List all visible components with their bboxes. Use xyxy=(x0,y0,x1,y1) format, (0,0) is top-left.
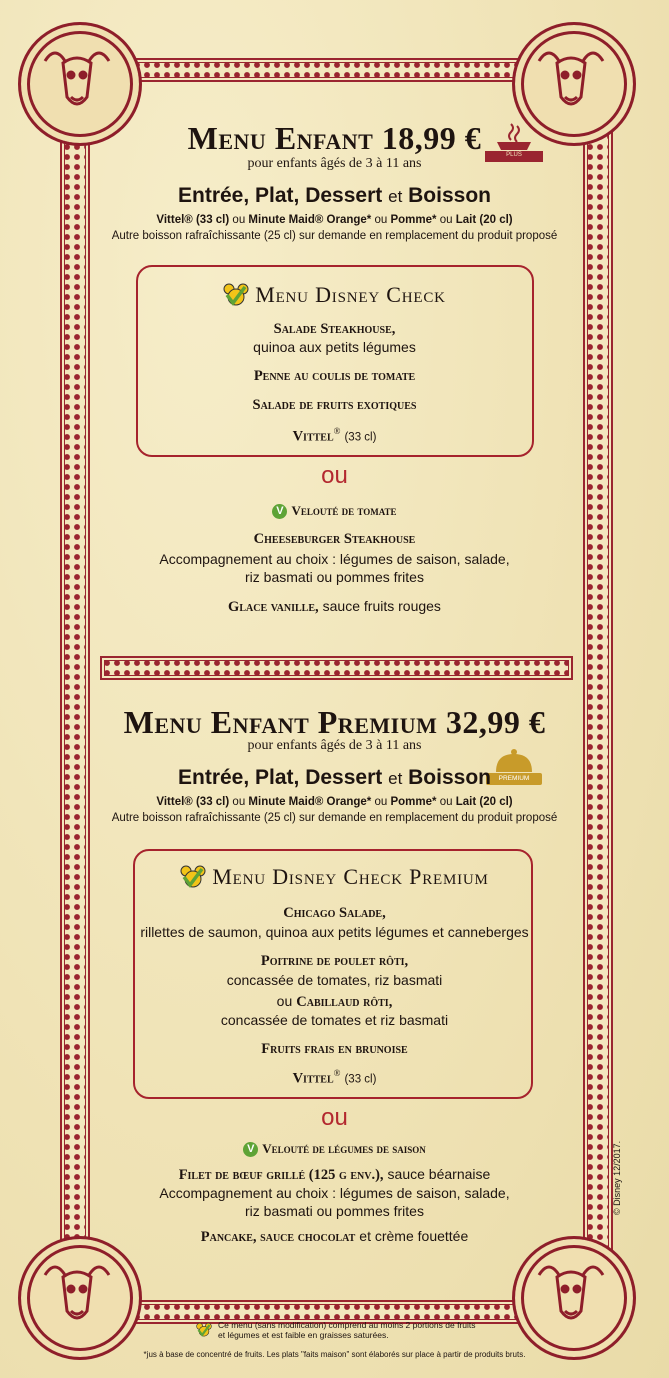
menu1-box-item2: Penne au coulis de tomate xyxy=(253,368,416,384)
drink-lait-size: (20 cl) xyxy=(479,214,513,226)
menu1-alt-dessert-desc: sauce fruits rouges xyxy=(322,598,441,614)
menu1-box-item1-desc: quinoa aux petits légumes xyxy=(253,339,416,355)
drink-vittel-size: (33 cl) xyxy=(344,1073,377,1086)
disney-check-logo-icon xyxy=(223,283,249,307)
menu2-box-item3: Fruits frais en brunoise xyxy=(261,1041,408,1057)
drink-vittel: Vittel xyxy=(292,1070,334,1087)
menu1-box-item3: Salade de fruits exotiques xyxy=(252,397,417,413)
menu2-alt-dessert-name: Pancake, sauce chocolat xyxy=(200,1229,356,1245)
menu2-alt-dessert-desc: et crème fouettée xyxy=(359,1228,469,1244)
menu2-alt-main-desc2: riz basmati ou pommes frites xyxy=(245,1203,424,1219)
heading-boisson: Boisson xyxy=(408,184,491,207)
menu1-box-title xyxy=(0,282,669,308)
disney-check-logo-icon xyxy=(196,1322,212,1338)
drink-lait: Lait xyxy=(455,214,477,226)
menu2-alt-dessert xyxy=(0,1228,669,1246)
middle-border-ornament xyxy=(100,656,573,680)
menu2-alt-main xyxy=(0,1166,669,1184)
bull-head-seal-icon xyxy=(512,1236,636,1360)
menu1-box-item1: Salade Steakhouse, xyxy=(273,321,396,337)
heading-courses: Entrée, Plat, Dessert xyxy=(178,766,383,789)
menu1-title: Menu Enfant 18,99 € xyxy=(187,120,482,156)
top-border-ornament xyxy=(90,58,583,82)
menu1-heading xyxy=(0,184,669,208)
menu1-box-item4 xyxy=(0,426,669,445)
menu1-alt-starter xyxy=(0,502,669,520)
drink-vittel-size: (33 cl) xyxy=(195,796,230,808)
heading-et: et xyxy=(388,769,403,788)
plus-badge-text: PLUS xyxy=(506,152,522,158)
left-border-ornament xyxy=(60,60,90,1324)
drink-ou: ou xyxy=(232,214,246,226)
drink-vittel: Vittel® xyxy=(156,796,193,808)
drink-minute-maid: Minute Maid® Orange* xyxy=(248,796,372,808)
drink-vittel-size: (33 cl) xyxy=(344,431,377,444)
menu1-alt-dessert-name: Glace vanille, xyxy=(228,599,319,615)
premium-badge-text: PREMIUM xyxy=(498,775,530,782)
menu2-box-item1: Chicago Salade, xyxy=(283,905,386,921)
menu1-drinks-note: Autre boisson rafraîchissante (25 cl) sur demande en remplacement du produit proposé xyxy=(111,230,558,242)
veggie-v-icon: V xyxy=(272,504,287,519)
drink-ou: ou xyxy=(439,214,453,226)
footer-line2: et légumes et est faible en graisses saturées. xyxy=(218,1330,389,1340)
menu1-alt-dessert xyxy=(0,598,669,616)
menu1-ou: ou xyxy=(321,462,348,489)
drink-lait-size: (20 cl) xyxy=(479,796,513,808)
menu2-box-title xyxy=(0,864,669,890)
menu2-box-item2b xyxy=(0,993,669,1011)
heading-courses: Entrée, Plat, Dessert xyxy=(178,184,383,207)
menu2-heading xyxy=(0,766,669,790)
copyright-notice: © Disney 12/2017. xyxy=(612,1140,622,1215)
menu2-drinks-note: Autre boisson rafraîchissante (25 cl) sur demande en remplacement du produit proposé xyxy=(111,812,558,824)
menu2-alt-main-sauce: sauce béarnaise xyxy=(387,1166,491,1182)
menu2-box-item1-desc: rillettes de saumon, quinoa aux petits légumes et canneberges xyxy=(140,924,529,940)
menu1-drinks-line xyxy=(0,214,669,226)
drink-minute-maid: Minute Maid® Orange* xyxy=(248,214,372,226)
menu2-box-title-text: Menu Disney Check Premium xyxy=(212,864,489,889)
menu2-subtitle: pour enfants âgés de 3 à 11 ans xyxy=(247,738,422,753)
menu1-box-title-text: Menu Disney Check xyxy=(255,282,446,307)
drink-ou: ou xyxy=(374,796,388,808)
footer-line1: Ce menu (sans modification) comprend au moins 2 portions de fruits xyxy=(218,1320,476,1330)
drink-lait: Lait xyxy=(455,796,477,808)
menu1-alt-main: Cheeseburger Steakhouse xyxy=(253,531,416,547)
registered-mark: ® xyxy=(333,1068,341,1078)
footer-line3: *jus à base de concentré de fruits. Les plats "faits maison" sont élaborés sur place à partir de produits bruts. xyxy=(143,1350,526,1359)
menu2-box-item2b-desc: concassée de tomates et riz basmati xyxy=(220,1012,449,1028)
registered-mark: ® xyxy=(333,426,341,436)
menu2-title: Menu Enfant Premium 32,99 € xyxy=(123,704,546,740)
veggie-v-icon: V xyxy=(243,1142,258,1157)
drink-vittel-size: (33 cl) xyxy=(195,214,230,226)
menu2-drinks-line xyxy=(0,796,669,808)
menu1-alt-main-desc1: Accompagnement au choix : légumes de saison, salade, xyxy=(159,551,510,567)
heading-et: et xyxy=(388,187,403,206)
menu1-alt-starter-text: Velouté de tomate xyxy=(291,503,397,518)
menu2-alt-main-name: Filet de bœuf grillé (125 g env.), xyxy=(178,1167,384,1183)
heading-boisson: Boisson xyxy=(408,766,491,789)
drink-ou: ou xyxy=(439,796,453,808)
drink-pomme: Pomme* xyxy=(390,214,437,226)
drink-pomme: Pomme* xyxy=(390,796,437,808)
menu2-alt-starter xyxy=(0,1140,669,1158)
disney-check-logo-icon xyxy=(180,865,206,889)
menu1-alt-main-desc2: riz basmati ou pommes frites xyxy=(245,569,424,585)
drink-vittel: Vittel xyxy=(292,428,334,445)
menu2-ou: ou xyxy=(321,1104,348,1131)
bull-head-seal-icon xyxy=(18,1236,142,1360)
right-border-ornament xyxy=(583,60,613,1324)
drink-vittel: Vittel® xyxy=(156,214,193,226)
menu2-box-item4 xyxy=(0,1068,669,1087)
menu2-box-item2b-name: Cabillaud rôti, xyxy=(296,994,393,1010)
menu2-alt-main-desc1: Accompagnement au choix : légumes de saison, salade, xyxy=(159,1185,510,1201)
menu2-box-item2-desc: concassée de tomates, riz basmati xyxy=(226,972,443,988)
menu2-box-item2: Poitrine de poulet rôti, xyxy=(260,953,409,969)
menu2-alt-starter-text: Velouté de légumes de saison xyxy=(262,1141,426,1156)
drink-ou: ou xyxy=(232,796,246,808)
menu1-subtitle: pour enfants âgés de 3 à 11 ans xyxy=(247,156,422,171)
footer-disney-check-note xyxy=(196,1320,526,1340)
drink-ou: ou xyxy=(374,214,388,226)
menu2-box-item2-ou: ou xyxy=(276,993,293,1009)
